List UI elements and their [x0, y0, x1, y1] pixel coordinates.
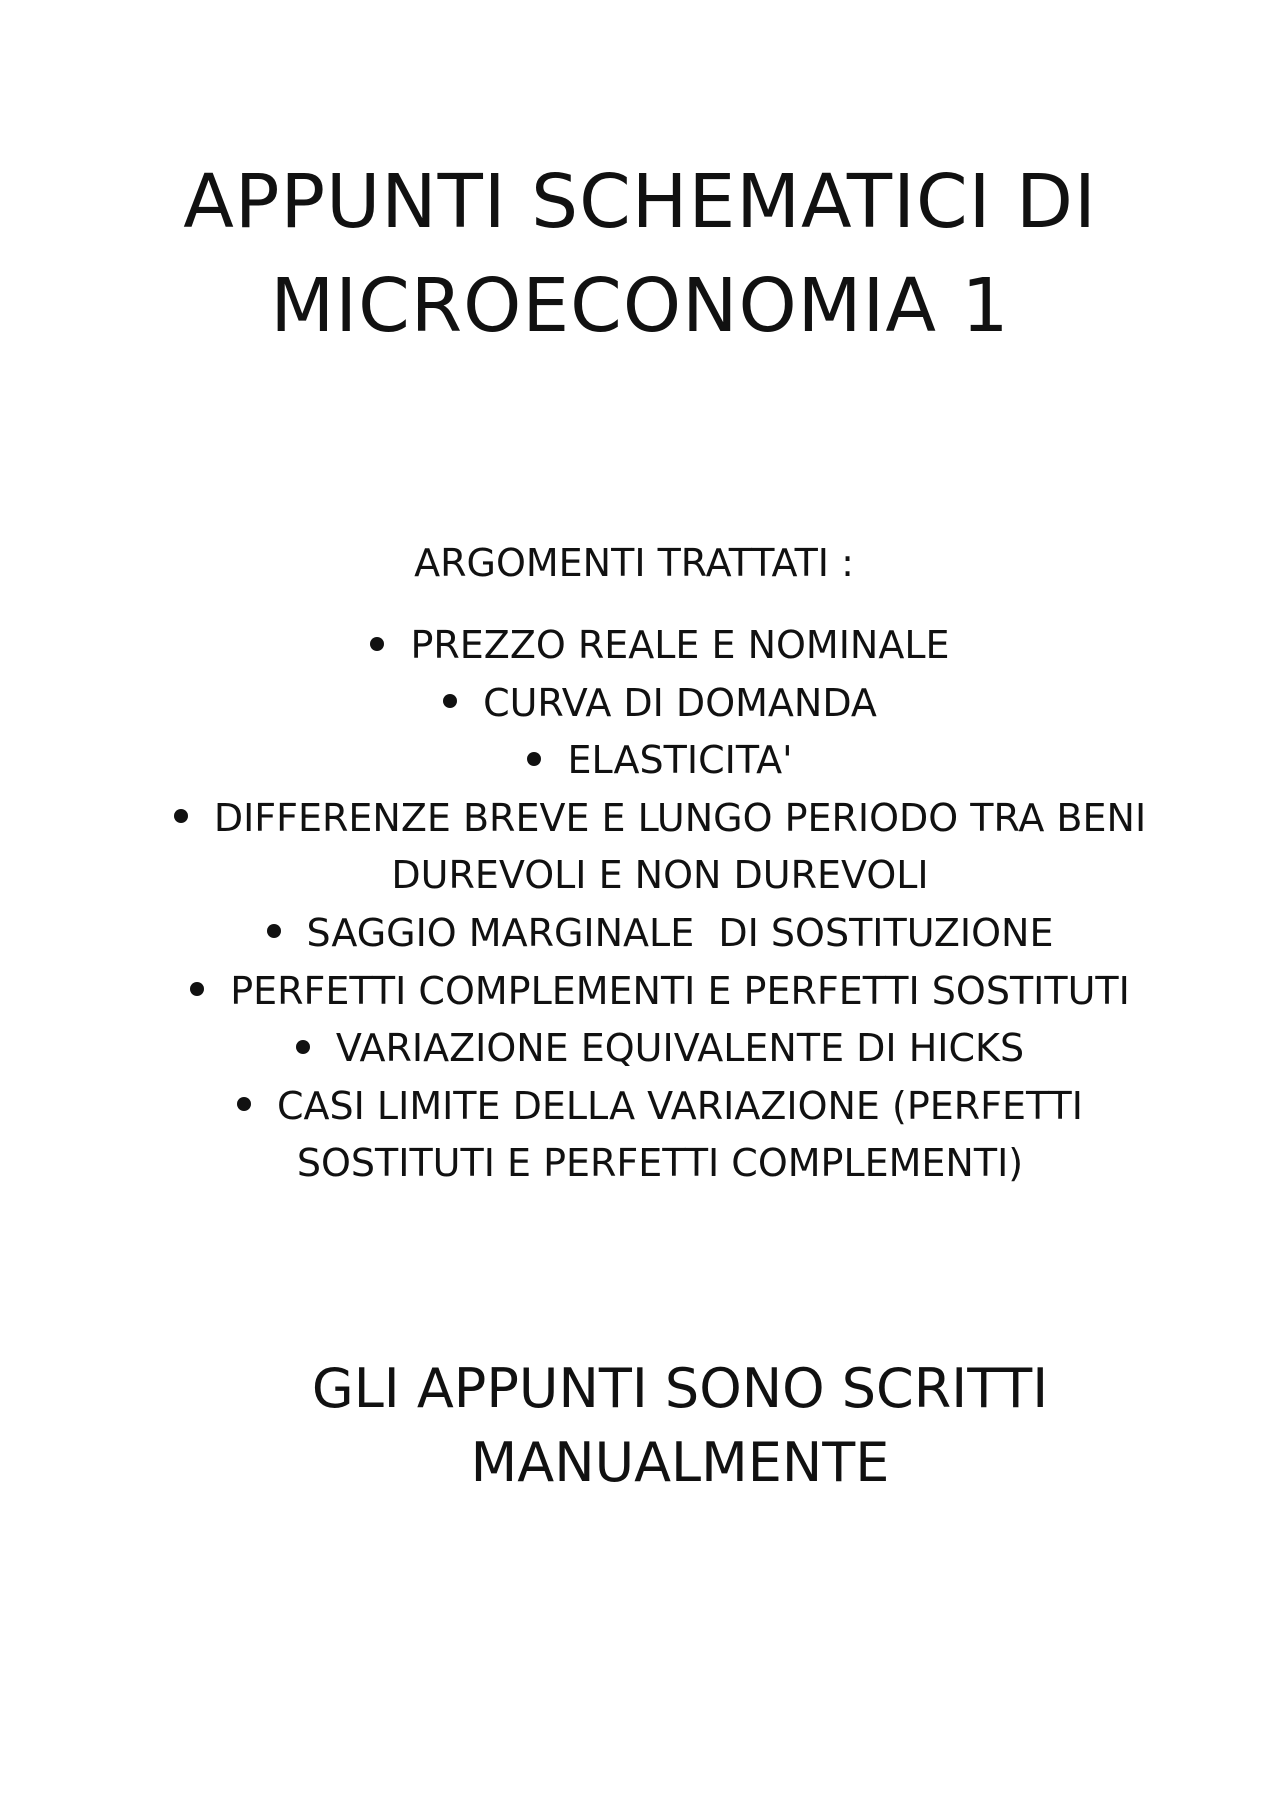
topic-text: DIFFERENZE BREVE E LUNGO PERIODO TRA BENI DUREVOLI E NON DUREVOLI — [213, 795, 1147, 898]
topic-text: SAGGIO MARGINALE DI SOSTITUZIONE — [306, 910, 1054, 955]
topics-list — [150, 617, 1170, 1193]
topic-item — [150, 1020, 1170, 1078]
handwritten-notice — [180, 1352, 1180, 1500]
title-line-2: MICROECONOMIA 1 — [270, 263, 1010, 349]
bullet-icon — [443, 694, 457, 708]
topic-item — [150, 963, 1170, 1021]
topics-heading — [0, 538, 1280, 588]
bullet-icon — [174, 809, 188, 823]
topic-text: ELASTICITA' — [567, 738, 793, 783]
bullet-icon — [237, 1097, 251, 1111]
bullet-icon — [267, 924, 281, 938]
topic-text: PERFETTI COMPLEMENTI E PERFETTI SOSTITUTI — [230, 968, 1130, 1013]
bullet-icon — [190, 982, 204, 996]
topic-item — [150, 617, 1170, 675]
bullet-icon — [527, 752, 541, 766]
bullet-icon — [296, 1040, 310, 1054]
title-line-1: APPUNTI SCHEMATICI DI — [183, 159, 1097, 245]
topic-item — [150, 675, 1170, 733]
topic-text: PREZZO REALE E NOMINALE — [410, 623, 950, 667]
topic-item — [150, 1078, 1170, 1193]
notice-line-2: MANUALMENTE — [470, 1431, 890, 1494]
topic-item — [150, 790, 1170, 905]
topic-item — [150, 905, 1170, 963]
topic-text: CURVA DI DOMANDA — [483, 680, 877, 725]
topic-text: VARIAZIONE EQUIVALENTE DI HICKS — [335, 1026, 1025, 1071]
bullet-icon — [370, 637, 384, 651]
notice-line-1: GLI APPUNTI SONO SCRITTI — [311, 1357, 1049, 1420]
topics-heading-text: ARGOMENTI TRATTATI : — [414, 541, 854, 585]
document-title — [80, 150, 1200, 358]
topic-text: CASI LIMITE DELLA VARIAZIONE (PERFETTI SOSTITUTI E PERFETTI COMPLEMENTI) — [277, 1083, 1083, 1186]
topic-item — [150, 732, 1170, 790]
